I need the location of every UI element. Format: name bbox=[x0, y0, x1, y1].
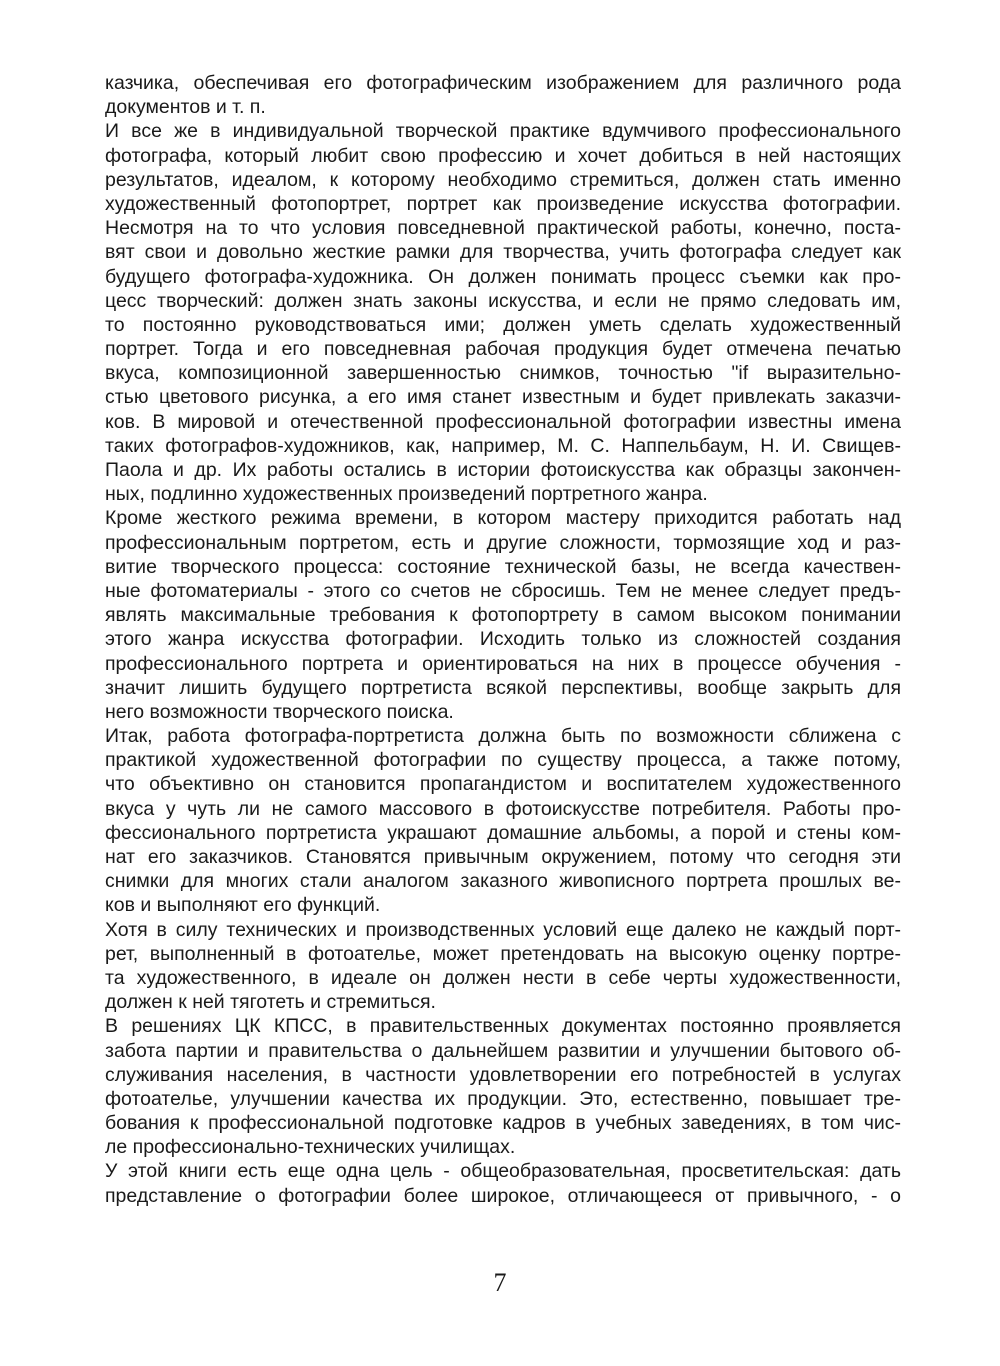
text-line: фотоателье, улучшении качества их продукции. Это, естественно, повышает тре- bbox=[105, 1087, 901, 1110]
text-line: вкуса, композиционной завершенностью снимков, точностью "if выразительно- bbox=[105, 362, 901, 385]
text-line: фессионального портретиста украшают домашние альбомы, а порой и стены ком- bbox=[105, 821, 901, 844]
text-line: документов и т. п. bbox=[105, 96, 266, 119]
text-line: этого жанра искусства фотографии. Исходить только из сложностей создания bbox=[105, 628, 901, 651]
text-line: вят свои и довольно жесткие рамки для творчества, учить фотографа следует как bbox=[105, 241, 901, 264]
text-line: являть максимальные требования к фотопортрету в самом высоком понимании bbox=[105, 604, 901, 627]
text-line: снимки для многих стали аналогом заказного живописного портрета прошлых ве- bbox=[105, 870, 901, 893]
text-line: профессиональным портретом, есть и другие сложности, тормозящие ход и раз- bbox=[105, 531, 901, 554]
text-line: бования к профессиональной подготовке кадров в учебных заведениях, в том чис- bbox=[105, 1112, 901, 1135]
text-line: Итак, работа фотографа-портретиста должна быть по возможности сближена с bbox=[105, 725, 901, 748]
text-line: цесс творческий: должен знать законы искусства, и если не прямо следовать им, bbox=[105, 289, 901, 312]
text-line: представление о фотографии более широкое, отличающееся от привычного, - о bbox=[105, 1184, 901, 1207]
text-line: таких фотографов-художников, как, например, М. С. Наппельбаум, Н. И. Свищев- bbox=[105, 434, 901, 457]
text-line: вкуса у чуть ли не самого массового в фотоискусстве потребителя. Работы про- bbox=[105, 797, 901, 820]
text-line: портрет. Тогда и его повседневная рабочая продукция будет отмечена печатью bbox=[105, 338, 901, 361]
text-line: та художественного, в идеале он должен нести в себе черты художественности, bbox=[105, 966, 901, 989]
text-line: рет, выполненный в фотоателье, может претендовать на высокую оценку портре- bbox=[105, 942, 901, 965]
text-line: Хотя в силу технических и производственных условий еще далеко не каждый порт- bbox=[105, 918, 901, 941]
text-line: должен к ней тяготеть и стремиться. bbox=[105, 991, 436, 1014]
text-line: У этой книги есть еще одна цель - общеобразовательная, просветительская: дать bbox=[105, 1160, 901, 1183]
text-line: казчика, обеспечивая его фотографическим изображением для различного рода bbox=[105, 72, 901, 94]
text-line: значит лишить будущего портретиста всякой перспективы, вообще закрыть для bbox=[105, 676, 901, 699]
text-line: ле профессионально-технических училищах. bbox=[105, 1136, 516, 1159]
text-line: что объективно он становится пропагандистом и воспитателем художественного bbox=[105, 773, 901, 796]
text-line: стью цветового рисунка, а его имя станет известным и будет привлекать заказчи- bbox=[105, 386, 901, 409]
text-line: то постоянно руководствоваться ими; должен уметь сделать художественный bbox=[105, 313, 901, 336]
text-line: В решениях ЦК КПСС, в правительственных документах постоянно проявляется bbox=[105, 1015, 901, 1038]
text-line: профессионального портрета и ориентироваться на них в процессе обучения - bbox=[105, 652, 901, 675]
text-line: служивания населения, в частности удовлетворении его потребностей в услугах bbox=[105, 1063, 901, 1086]
text-line: витие творческого процесса: состояние технической базы, не всегда качествен- bbox=[105, 555, 901, 578]
text-line: Паола и др. Их работы остались в истории фотоискусства как образцы закончен- bbox=[105, 459, 901, 481]
text-line: ков и выполняют его функций. bbox=[105, 894, 381, 917]
text-line: результатов, идеалом, к которому необходимо стремиться, должен стать именно bbox=[105, 168, 901, 191]
page-number: 7 bbox=[493, 1268, 507, 1297]
text-line: будущего фотографа-художника. Он должен понимать процесс съемки как про- bbox=[105, 265, 901, 288]
text-line: художественный фотопортрет, портрет как произведение искусства фотографии. bbox=[105, 192, 901, 215]
text-line: фотографа, который любит свою профессию и хочет добиться в ней настоящих bbox=[105, 144, 901, 167]
text-line: ных, подлинно художественных произведений портретного жанра. bbox=[105, 483, 708, 506]
text-line: него возможности творческого поиска. bbox=[105, 700, 454, 723]
text-line: нат его заказчиков. Становятся привычным окружением, потому что сегодня эти bbox=[105, 846, 901, 868]
text-line: ков. В мировой и отечественной профессиональной фотографии известны имена bbox=[105, 410, 901, 433]
text-line: И все же в индивидуальной творческой практике вдумчивого профессионального bbox=[105, 120, 901, 143]
text-line: Несмотря на то что условия повседневной практической работы, конечно, поста- bbox=[105, 217, 901, 240]
text-line: практикой художественной фотографии по существу процесса, а также потому, bbox=[105, 749, 901, 772]
text-line: ные фотоматериалы - этого со счетов не сбросишь. Тем не менее следует предъ- bbox=[105, 579, 901, 602]
text-line: забота партии и правительства о дальнейшем развитии и улучшении бытового об- bbox=[105, 1039, 901, 1062]
body-text bbox=[105, 71, 901, 1208]
text-line: Кроме жесткого режима времени, в котором мастеру приходится работать над bbox=[105, 507, 901, 530]
